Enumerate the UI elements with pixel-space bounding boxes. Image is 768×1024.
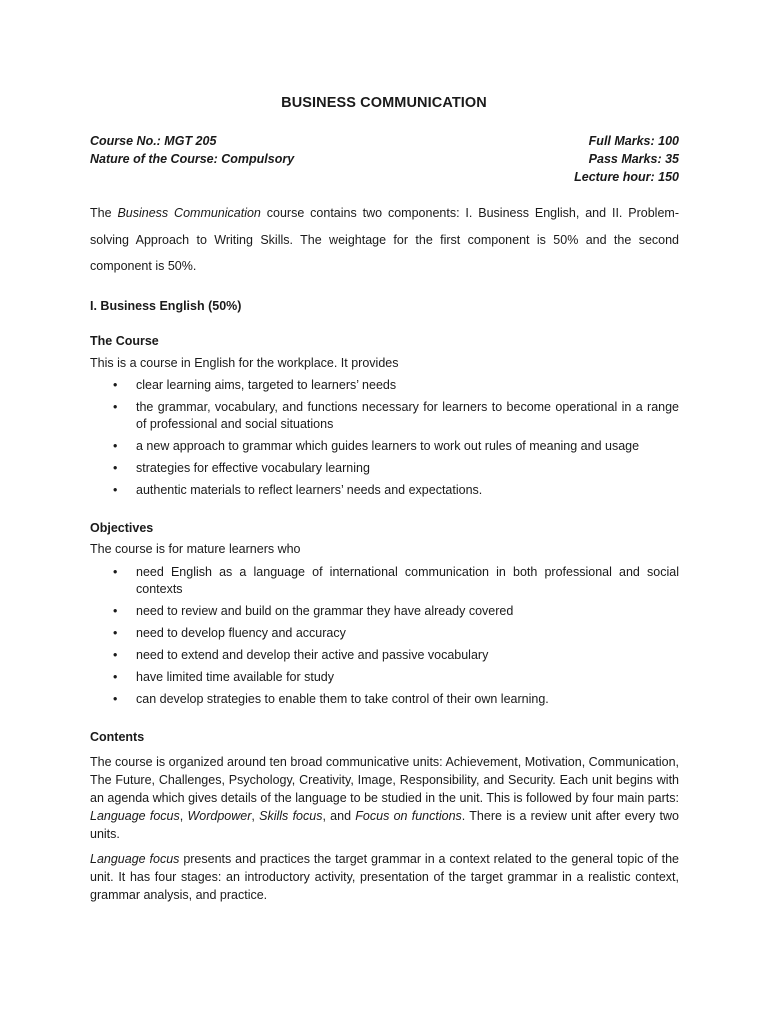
pass-marks: Pass Marks: 35 <box>588 152 679 166</box>
course-meta-left <box>90 132 294 168</box>
heading-objectives: Objectives <box>90 521 154 535</box>
bullet-icon: • <box>113 692 118 706</box>
bullet-icon: • <box>113 400 118 414</box>
list-item-text: need English as a language of international communication in both professional and social contexts <box>136 565 679 596</box>
list-item <box>90 460 679 477</box>
part-skills-focus: Skills focus <box>259 809 323 823</box>
list-item-text: authentic materials to reflect learners’ needs and expectations. <box>136 483 483 497</box>
lecture-hour: Lecture hour: 150 <box>574 170 679 184</box>
list-item <box>90 377 679 394</box>
bullet-icon: • <box>113 439 118 453</box>
part-wordpower: Wordpower <box>187 809 252 823</box>
list-item-text: strategies for effective vocabulary learning <box>136 461 370 475</box>
contents-p2-text: presents and practices the target grammar in a context related to the general topic of the unit. It has four stages: an introductory activity, presentation of the target grammar in a realistic context, grammar analysis, and practice. <box>90 852 680 902</box>
contents-paragraph-2 <box>90 850 679 904</box>
list-item-text: can develop strategies to enable them to take control of their own learning. <box>136 692 549 706</box>
course-nature: Nature of the Course: Compulsory <box>90 152 295 166</box>
list-item <box>90 399 679 433</box>
contents-p1-text: The course is organized around ten broad communicative units: Achievement, Motivation, Communication, The Future, Challenges, Psychology, Creativity, Image, Responsibility, and Security. Each unit begins with an agenda which gives details of the language to be studied in the unit. This is followed by four main parts: <box>90 755 679 805</box>
contents-p1-sep2: , <box>251 809 260 823</box>
part-language-focus: Language focus <box>90 809 180 823</box>
list-item <box>90 564 679 598</box>
course-lead: This is a course in English for the workplace. It provides <box>90 356 399 370</box>
list-item <box>90 482 679 499</box>
contents-p1-end: . There is a review unit after every two units. <box>90 809 679 841</box>
list-item <box>90 625 679 642</box>
list-item-text: need to review and build on the grammar they have already covered <box>136 604 514 618</box>
bullet-icon: • <box>113 648 118 662</box>
list-item <box>90 647 679 664</box>
part-focus-on-functions: Focus on functions <box>355 809 462 823</box>
bullet-icon: • <box>113 604 118 618</box>
list-item-text: need to extend and develop their active and passive vocabulary <box>136 648 489 662</box>
objectives-lead: The course is for mature learners who <box>90 542 301 556</box>
contents-paragraph-1 <box>90 753 679 843</box>
bullet-icon: • <box>113 626 118 640</box>
objectives-list <box>90 564 679 713</box>
bullet-icon: • <box>113 483 118 497</box>
bullet-icon: • <box>113 378 118 392</box>
section-heading-business-english: I. Business English (50%) <box>90 299 242 313</box>
bullet-icon: • <box>113 670 118 684</box>
language-focus-term: Language focus <box>90 852 180 866</box>
intro-course-name: Business Communication <box>117 206 261 220</box>
list-item-text: a new approach to grammar which guides learners to work out rules of meaning and usage <box>136 439 640 453</box>
bullet-icon: • <box>113 461 118 475</box>
list-item-text: have limited time available for study <box>136 670 335 684</box>
course-number: Course No.: MGT 205 <box>90 134 217 148</box>
intro-text-start: The <box>90 206 118 220</box>
heading-contents: Contents <box>90 730 145 744</box>
list-item <box>90 603 679 620</box>
list-item-text: the grammar, vocabulary, and functions necessary for learners to become operational in a range of professional and social situations <box>136 400 679 431</box>
list-item <box>90 691 679 708</box>
list-item <box>90 438 679 455</box>
full-marks: Full Marks: 100 <box>588 134 679 148</box>
document-title: BUSINESS COMMUNICATION <box>281 95 487 111</box>
contents-p1-sep3: , and <box>322 809 356 823</box>
heading-the-course: The Course <box>90 334 159 348</box>
list-item-text: clear learning aims, targeted to learners’ needs <box>136 378 397 392</box>
contents-p1-sep1: , <box>179 809 188 823</box>
list-item <box>90 669 679 686</box>
intro-paragraph <box>90 200 679 280</box>
course-meta-right <box>574 132 679 186</box>
list-item-text: need to develop fluency and accuracy <box>136 626 346 640</box>
course-list <box>90 377 679 504</box>
intro-text-rest: course contains two components: I. Business English, and II. Problem-solving Approach to Writing Skills. The weightage for the first component is 50% and the second component is 50%. <box>90 206 679 273</box>
bullet-icon: • <box>113 565 118 579</box>
